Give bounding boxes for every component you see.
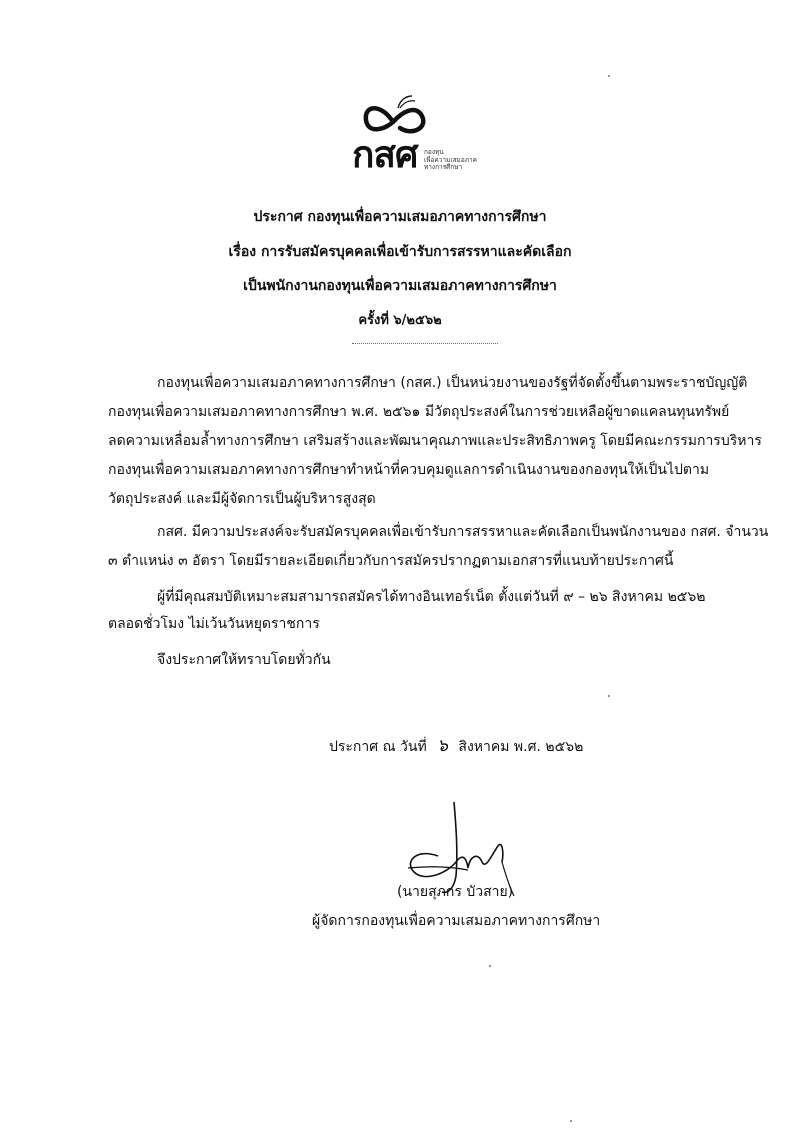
logo-subtitle: กองทุน เพื่อความเสมอภาค ทางการศึกษา — [424, 148, 478, 171]
closing-sentence: จึงประกาศให้ทราบโดยทั่วกัน — [157, 652, 331, 668]
paragraph-line: ผู้ที่มีคุณสมบัติเหมาะสมสามารถสมัครได้ทางอินเทอร์เน็ต ตั้งแต่วันที่ ๙ – ๒๖ สิงหาคม ๒๕๖๒ — [157, 589, 706, 605]
announcement-subject: เรื่อง การรับสมัครบุคคลเพื่อเข้ารับการสรรหาและคัดเลือก — [228, 244, 572, 260]
logo-letters: กสศ — [352, 133, 418, 176]
date-rest: สิงหาคม พ.ศ. ๒๕๖๒ — [458, 739, 584, 755]
scan-speck — [570, 1120, 572, 1122]
paragraph-line: กองทุนเพื่อความเสมอภาคทางการศึกษา พ.ศ. ๒๕๖๑ มีวัตถุประสงค์ในการช่วยเหลือผู้ขาดแคลนทุนทรัพย์ — [108, 404, 730, 420]
paragraph-line: ๓ ตำแหน่ง ๓ อัตรา โดยมีรายละเอียดเกี่ยวกับการสมัครปรากฏตามเอกสารที่แนบท้ายประกาศนี้ — [108, 553, 674, 569]
paragraph-line: กองทุนเพื่อความเสมอภาคทางการศึกษาทำหน้าที่ควบคุมดูแลการดำเนินงานของกองทุนให้เป็นไปตาม — [108, 462, 710, 478]
scan-speck — [608, 75, 610, 77]
paragraph-line: กองทุนเพื่อความเสมอภาคทางการศึกษา (กสศ.) เป็นหน่วยงานของรัฐที่จัดตั้งขึ้นตามพระราชบัญญัติ — [157, 375, 748, 391]
date-prefix: ประกาศ ณ วันที่ — [329, 739, 427, 755]
announcement-title: ประกาศ กองทุนเพื่อความเสมอภาคทางการศึกษา — [253, 209, 547, 225]
paragraph-line: ลดความเหลื่อมล้ำทางการศึกษา เสริมสร้างและพัฒนาคุณภาพและประสิทธิภาพครู โดยมีคณะกรรมการบริหาร — [108, 433, 762, 449]
paragraph-line: วัตถุประสงค์ และมีผู้จัดการเป็นผู้บริหารสูงสุด — [108, 491, 376, 507]
signer-title: ผู้จัดการกองทุนเพื่อความเสมอภาคทางการศึกษา — [312, 913, 601, 929]
announcement-date — [329, 736, 583, 757]
date-day: ๖ — [437, 736, 448, 756]
issue-number: ครั้งที่ ๖/๒๕๖๒ — [358, 313, 442, 328]
eef-logo — [340, 94, 490, 178]
paragraph-line: ตลอดชั่วโมง ไม่เว้นวันหยุดราชการ — [108, 616, 320, 632]
announcement-subject-line2: เป็นพนักงานกองทุนเพื่อความเสมอภาคทางการศึกษา — [243, 278, 557, 294]
scan-speck — [608, 695, 610, 697]
scan-speck — [489, 965, 491, 967]
divider — [352, 343, 498, 344]
paragraph-line: กสศ. มีความประสงค์จะรับสมัครบุคคลเพื่อเข้ารับการสรรหาและคัดเลือกเป็นพนักงานของ กสศ. จำนวน — [157, 524, 769, 540]
signer-name: (นายสุภกร บัวสาย) — [397, 884, 514, 900]
